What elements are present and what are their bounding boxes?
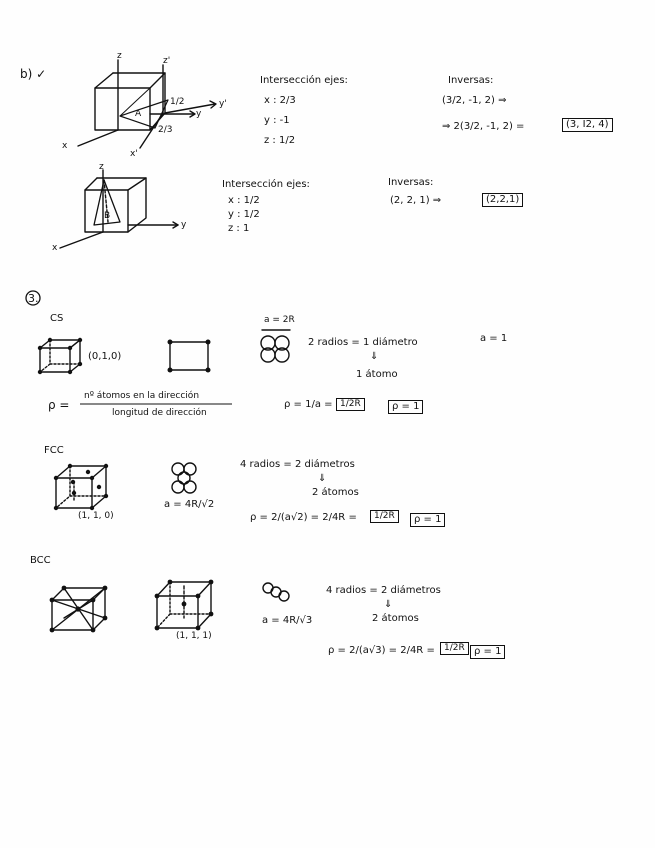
- fig1-label-twothirds: 2/3: [158, 125, 173, 135]
- fcc-arrow: ⇓: [318, 473, 327, 484]
- cs-rho-formula: ρ = 1/a =: [284, 399, 333, 410]
- cs-square: [170, 342, 208, 370]
- fig1-axis-y: y: [196, 109, 202, 119]
- fig1-label-a: A: [135, 109, 142, 119]
- fcc-rho-final: ρ = 1: [410, 513, 445, 527]
- cs-rho-final: ρ = 1: [388, 400, 423, 414]
- fcc-rho-formula: ρ = 2/(a√2) = 2/4R =: [250, 512, 357, 523]
- cs-cube: [40, 340, 80, 372]
- atom-dots: [38, 338, 214, 633]
- bcc-atoms: [263, 583, 289, 601]
- block1-title: Intersección ejes:: [260, 75, 348, 86]
- cs-rho-box: 1/2R: [336, 398, 365, 411]
- fcc-title: FCC: [44, 445, 64, 456]
- block1-inv-title: Inversas:: [448, 75, 494, 86]
- rho-denominator: longitud de dirección: [112, 408, 207, 418]
- bcc-rho-formula: ρ = 2/(a√3) = 2/4R =: [328, 645, 435, 656]
- cs-radii-line: 2 radios = 1 diámetro: [308, 337, 418, 348]
- block2-inv-title: Inversas:: [388, 177, 434, 188]
- bcc-title: BCC: [30, 555, 51, 566]
- cs-a-eq: a = 2R: [264, 315, 295, 325]
- fig2-axis-x: x: [52, 243, 58, 253]
- cs-arrow: ⇓: [370, 351, 379, 362]
- cs-atoms: [261, 330, 290, 362]
- block1-inv-result: (3, Ī2, 4): [562, 118, 613, 132]
- bcc-atom-line: 2 átomos: [372, 613, 419, 624]
- cs-direction: (0,1,0): [88, 351, 122, 362]
- fcc-atoms: [172, 463, 196, 493]
- bcc-direction: (1, 1, 1): [176, 631, 212, 641]
- block2-inv-line: (2, 2, 1) ⇒: [390, 195, 442, 206]
- fig1-axis-z-prime: z': [163, 56, 171, 66]
- cs-a-value: a = 1: [480, 333, 508, 344]
- block1-inv-line2: ⇒ 2(3/2, -1, 2) =: [442, 121, 525, 132]
- fcc-rho-box: 1/2R: [370, 510, 399, 523]
- section-b-label: b) ✓: [20, 67, 47, 81]
- block2-inv-result: (2,2,1): [482, 193, 523, 207]
- fig1-axis-y-prime: y': [219, 99, 227, 109]
- fcc-radii-line: 4 radios = 2 diámetros: [240, 459, 355, 470]
- block1-z: z : 1/2: [264, 135, 296, 146]
- cs-title: CS: [50, 313, 64, 324]
- fcc-direction: (1, 1, 0): [78, 511, 114, 521]
- fig2-axis-z: z: [99, 162, 104, 172]
- block2-x: x : 1/2: [228, 195, 260, 206]
- bcc-a-eq: a = 4R/√3: [262, 615, 313, 626]
- cube-diagram-2: [60, 170, 178, 248]
- bcc-rho-box: 1/2R: [440, 642, 469, 655]
- rho-symbol: ρ =: [48, 398, 70, 412]
- block1-x: x : 2/3: [264, 95, 296, 106]
- block1-inv-line1: (3/2, -1, 2) ⇒: [442, 95, 507, 106]
- bcc-rho-final: ρ = 1: [470, 645, 505, 659]
- fig1-label-half: 1/2: [170, 97, 185, 107]
- fig2-axis-y: y: [181, 220, 187, 230]
- rho-numerator: nº átomos en la dirección: [84, 391, 200, 401]
- block2-y: y : 1/2: [228, 209, 260, 220]
- fig1-axis-x-prime: x': [130, 149, 138, 159]
- bcc-radii-line: 4 radios = 2 diámetros: [326, 585, 441, 596]
- block2-title: Intersección ejes:: [222, 179, 310, 190]
- fcc-a-eq: a = 4R/√2: [164, 499, 215, 510]
- fig1-axis-x: x: [62, 141, 68, 151]
- cube-diagram-1: [78, 60, 216, 148]
- fcc-atom-line: 2 átomos: [312, 487, 359, 498]
- section-3-label: 3.: [28, 292, 39, 305]
- block2-z: z : 1: [228, 223, 250, 234]
- fig2-label-b: B: [104, 211, 111, 221]
- fig1-axis-z: z: [117, 51, 122, 61]
- cs-atom-line: 1 átomo: [356, 369, 398, 380]
- block1-y: y : -1: [264, 115, 290, 126]
- bcc-arrow: ⇓: [384, 599, 393, 610]
